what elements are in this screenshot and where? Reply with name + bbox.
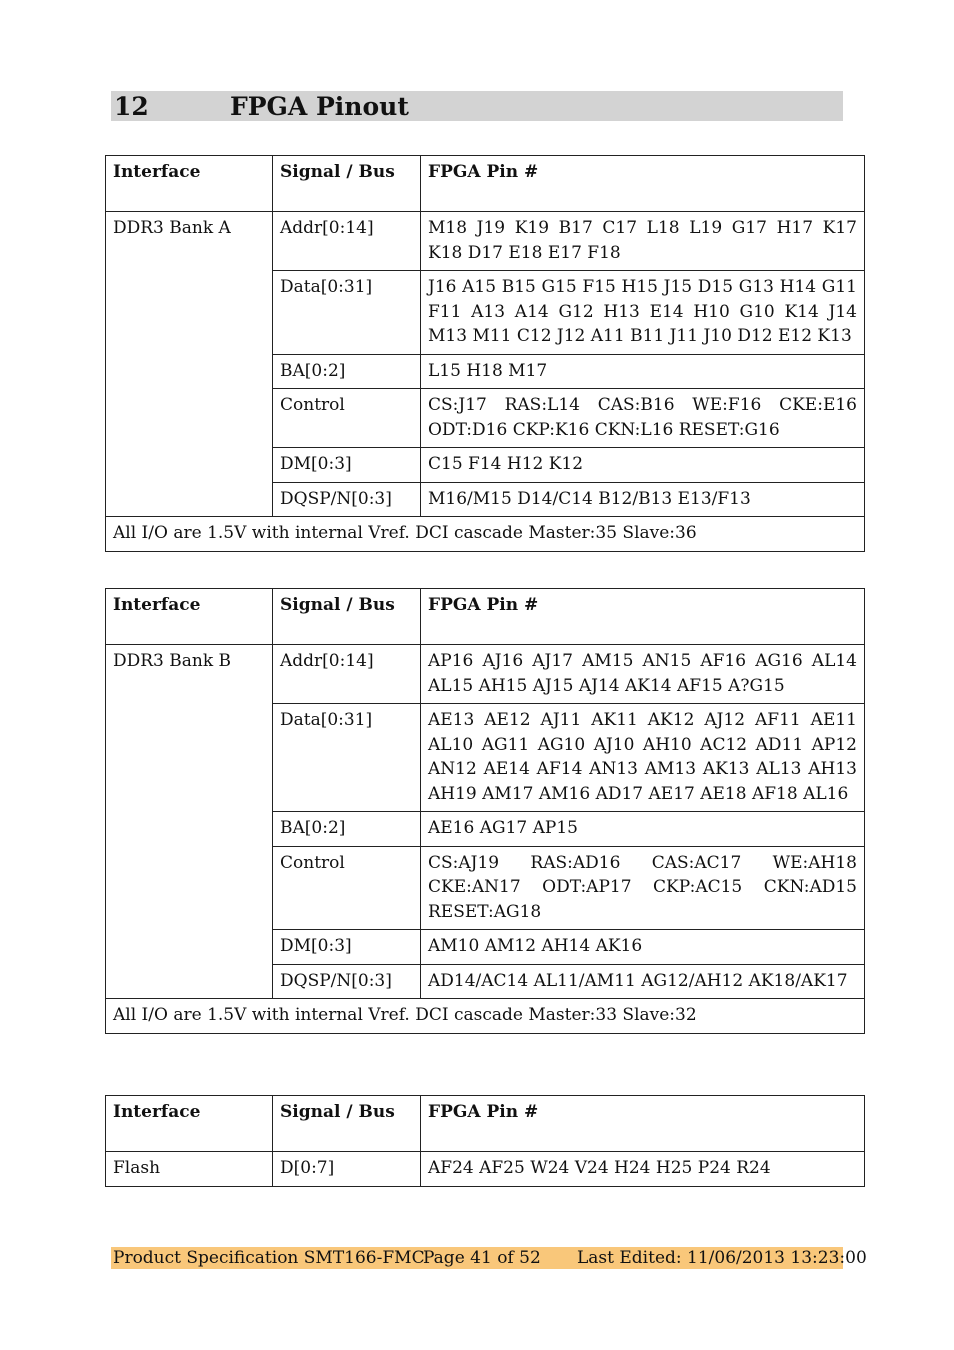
pins-cell: AE13 AE12 AJ11 AK11 AK12 AJ12 AF11 AE11 AL10 AG11 AG10 AJ10 AH10 AC12 AD11 AP12 AN12 AE14 AF14 AN13 AM13 AK13 AL13 AH13 AH19 AM17 AM16 AD17 AE17 AE18 AF18 AL16 [421,704,865,812]
interface-cell: DDR3 Bank B [106,645,273,999]
table-note-row [106,517,865,552]
header-signal: Signal / Bus [273,1096,421,1152]
header-fpga-pin: FPGA Pin # [421,156,865,212]
interface-cell: DDR3 Bank A [106,212,273,517]
signal-cell: BA[0:2] [273,354,421,389]
header-interface: Interface [106,1096,273,1152]
pins-cell: M16/M15 D14/C14 B12/B13 E13/F13 [421,482,865,517]
header-signal: Signal / Bus [273,156,421,212]
interface-cell: Flash [106,1152,273,1187]
footer-product: Product Specification SMT166-FMC [113,1248,425,1268]
section-number: 12 [114,91,149,121]
section-heading [111,91,843,121]
pins-cell: C15 F14 H12 K12 [421,448,865,483]
pins-cell: AM10 AM12 AH14 AK16 [421,930,865,965]
signal-cell: Addr[0:14] [273,645,421,704]
header-interface: Interface [106,589,273,645]
table-header-row [106,156,865,212]
flash-table [105,1095,865,1187]
signal-cell: DM[0:3] [273,930,421,965]
header-interface: Interface [106,156,273,212]
signal-cell: Control [273,846,421,930]
table-row [106,212,865,271]
table-header-row [106,589,865,645]
header-fpga-pin: FPGA Pin # [421,589,865,645]
io-note: All I/O are 1.5V with internal Vref. DCI cascade Master:33 Slave:32 [106,999,865,1034]
header-fpga-pin: FPGA Pin # [421,1096,865,1152]
ddr3-bank-a-table [105,155,865,552]
signal-cell: DM[0:3] [273,448,421,483]
pins-cell: M18 J19 K19 B17 C17 L18 L19 G17 H17 K17 K18 D17 E18 E17 F18 [421,212,865,271]
pins-cell: AD14/AC14 AL11/AM11 AG12/AH12 AK18/AK17 [421,964,865,999]
footer-last-edited: Last Edited: 11/06/2013 13:23:00 [577,1248,867,1268]
table-row [106,1152,865,1187]
table-row [106,645,865,704]
pins-cell: CS:J17 RAS:L14 CAS:B16 WE:F16 CKE:E16 ODT:D16 CKP:K16 CKN:L16 RESET:G16 [421,389,865,448]
signal-cell: D[0:7] [273,1152,421,1187]
table-header-row [106,1096,865,1152]
pins-cell: CS:AJ19 RAS:AD16 CAS:AC17 WE:AH18 CKE:AN17 ODT:AP17 CKP:AC15 CKN:AD15 RESET:AG18 [421,846,865,930]
page-footer [111,1247,867,1269]
signal-cell: Addr[0:14] [273,212,421,271]
pins-cell: AF24 AF25 W24 V24 H24 H25 P24 R24 [421,1152,865,1187]
signal-cell: Data[0:31] [273,271,421,355]
pins-cell: L15 H18 M17 [421,354,865,389]
signal-cell: Data[0:31] [273,704,421,812]
pins-cell: AE16 AG17 AP15 [421,812,865,847]
table-note-row [106,999,865,1034]
signal-cell: DQSP/N[0:3] [273,482,421,517]
signal-cell: DQSP/N[0:3] [273,964,421,999]
signal-cell: BA[0:2] [273,812,421,847]
section-title: FPGA Pinout [230,91,409,121]
ddr3-bank-b-table [105,588,865,1034]
signal-cell: Control [273,389,421,448]
io-note: All I/O are 1.5V with internal Vref. DCI cascade Master:35 Slave:36 [106,517,865,552]
footer-page-number: Page 41 of 52 [423,1248,541,1268]
pins-cell: J16 A15 B15 G15 F15 H15 J15 D15 G13 H14 G11 F11 A13 A14 G12 H13 E14 H10 G10 K14 J14 M13 M11 C12 J12 A11 B11 J11 J10 D12 E12 K13 [421,271,865,355]
header-signal: Signal / Bus [273,589,421,645]
pins-cell: AP16 AJ16 AJ17 AM15 AN15 AF16 AG16 AL14 AL15 AH15 AJ15 AJ14 AK14 AF15 A?G15 [421,645,865,704]
